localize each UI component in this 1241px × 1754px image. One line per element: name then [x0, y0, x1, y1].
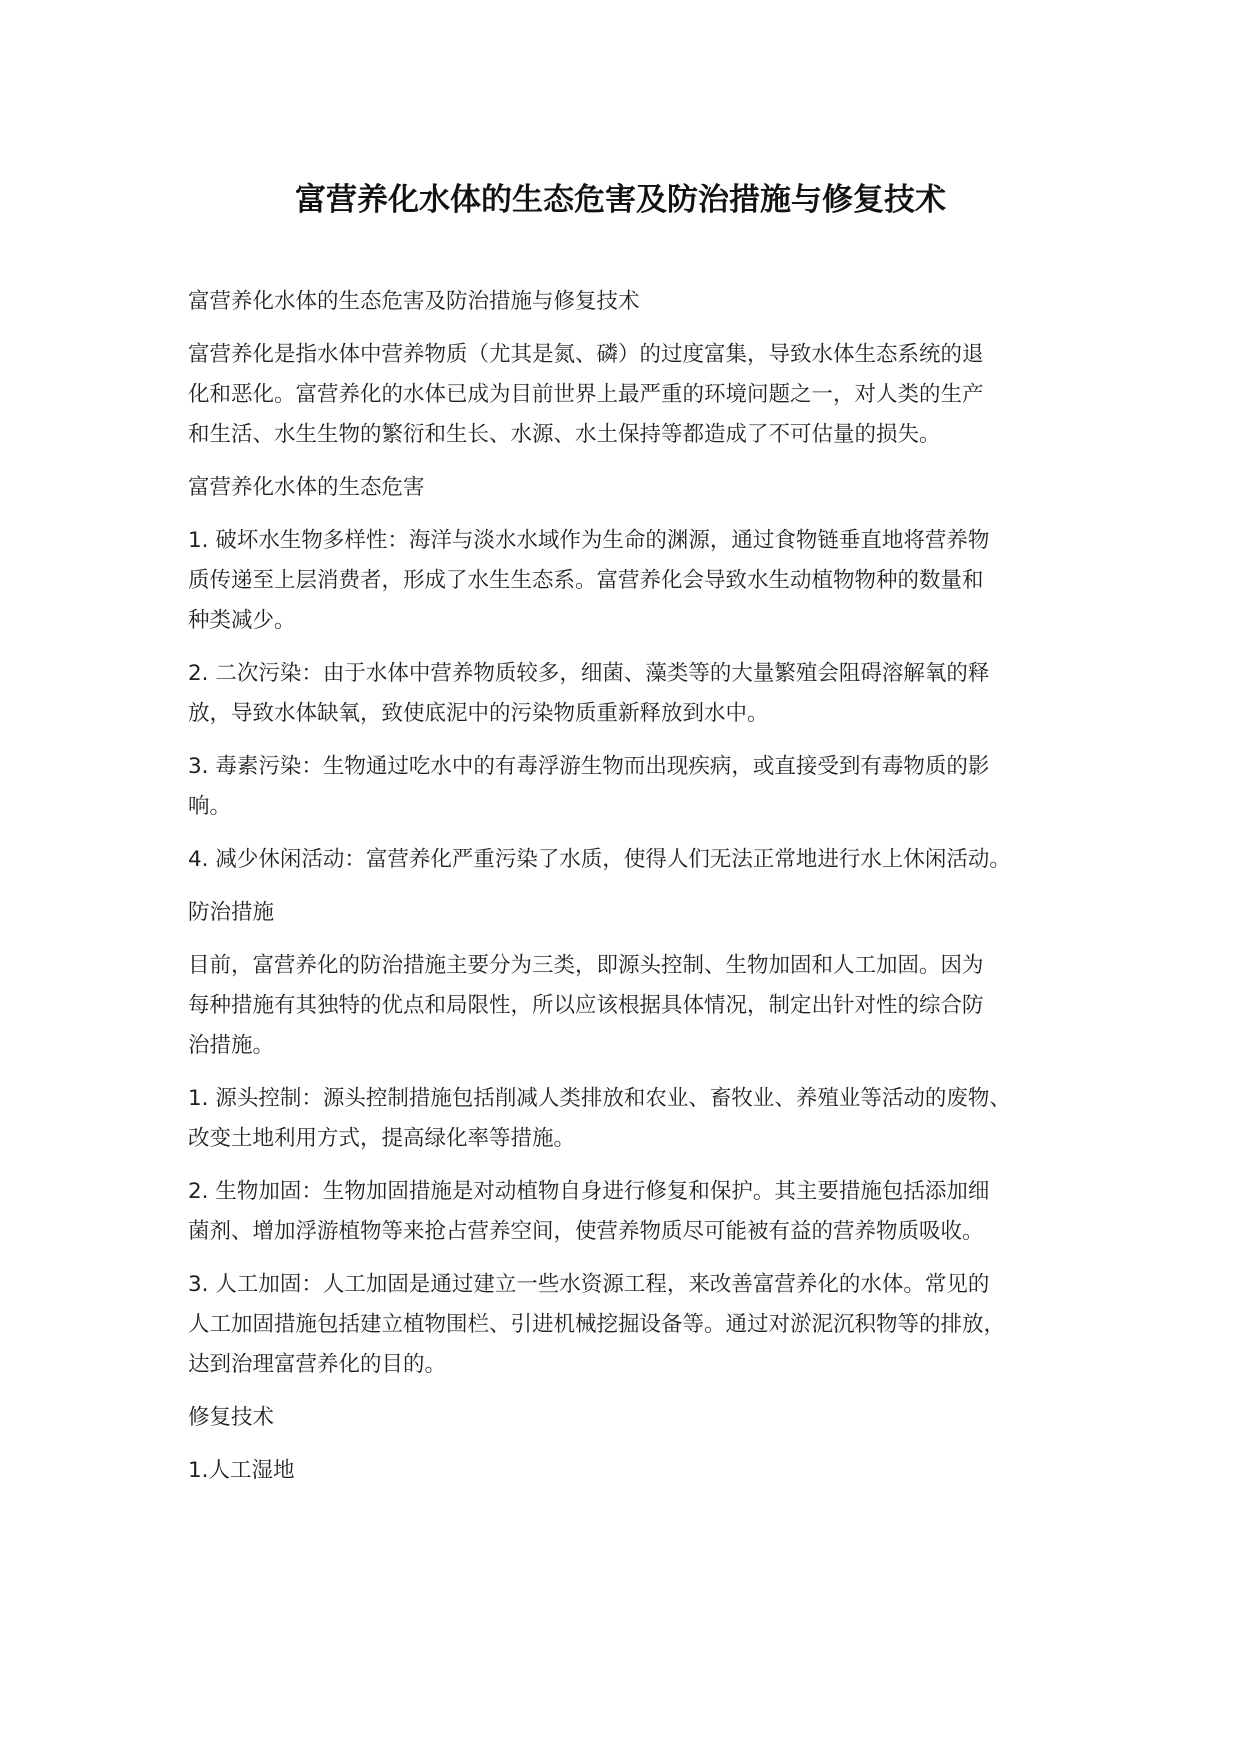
hazard-item-4: 4. 减少休闲活动：富营养化严重污染了水质，使得人们无法正常地进行水上休闲活动。 [188, 847, 1011, 872]
hazard-item-3: 3. 毒素污染：生物通过吃水中的有毒浮游生物而出现疾病，或直接受到有毒物质的影 响。 [188, 754, 990, 819]
intro-paragraph: 富营养化是指水体中营养物质（尤其是氮、磷）的过度富集，导致水体生态系统的退 化和恶化。富营养化的水体已成为目前世界上最严重的环境问题之一，对人类的生产 和生活、水生生物的繁衍和生长、水源、水土保持等都造成了不可估量的损失。 [188, 342, 984, 447]
prevention-intro-paragraph: 目前，富营养化的防治措施主要分为三类，即源头控制、生物加固和人工加固。因为 每种措施有其独特的优点和局限性，所以应该根据具体情况，制定出针对性的综合防 治措施。 [188, 953, 984, 1058]
subtitle-paragraph: 富营养化水体的生态危害及防治措施与修复技术 [188, 289, 640, 314]
prevention-item-3: 3. 人工加固：人工加固是通过建立一些水资源工程，来改善富营养化的水体。常见的 人工加固措施包括建立植物围栏、引进机械挖掘设备等。通过对淤泥沉积物等的排放， 达到治理富营养化的目的。 [188, 1272, 1006, 1377]
hazard-item-2: 2. 二次污染：由于水体中营养物质较多，细菌、藻类等的大量繁殖会阻碍溶解氧的释 放，导致水体缺氧，致使底泥中的污染物质重新释放到水中。 [188, 661, 990, 726]
hazard-item-1: 1. 破坏水生物多样性：海洋与淡水水域作为生命的渊源，通过食物链垂直地将营养物 质传递至上层消费者，形成了水生生态系。富营养化会导致水生动植物物种的数量和 种类减少。 [188, 528, 990, 633]
section-heading-prevention: 防治措施 [188, 900, 275, 925]
section-heading-restoration: 修复技术 [188, 1405, 275, 1430]
prevention-item-1: 1. 源头控制：源头控制措施包括削减人类排放和农业、畜牧业、养殖业等活动的废物、 改变土地利用方式，提高绿化率等措施。 [188, 1086, 1011, 1151]
restoration-item-1: 1.人工湿地 [188, 1458, 295, 1483]
document-body [188, 282, 1078, 1504]
prevention-item-2: 2. 生物加固：生物加固措施是对动植物自身进行修复和保护。其主要措施包括添加细 菌剂、增加浮游植物等来抢占营养空间，使营养物质尽可能被有益的营养物质吸收。 [188, 1179, 990, 1244]
section-heading-hazards: 富营养化水体的生态危害 [188, 475, 425, 500]
document-title: 富营养化水体的生态危害及防治措施与修复技术 [295, 182, 946, 218]
